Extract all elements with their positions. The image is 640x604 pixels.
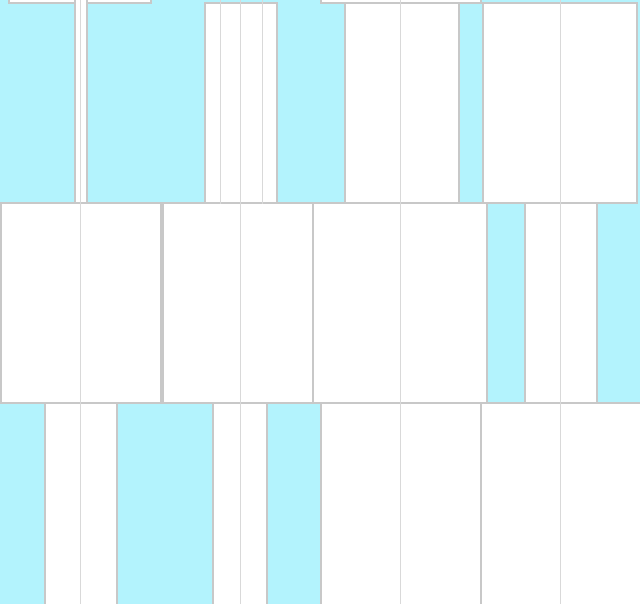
grid-line-2 <box>240 0 241 604</box>
tile-r3-a[interactable] <box>44 402 118 604</box>
tile-r1-c[interactable] <box>344 0 460 204</box>
tile-r1-b[interactable] <box>204 2 278 204</box>
grid-line-edge-b <box>262 0 263 204</box>
tile-r2-d[interactable] <box>524 202 598 404</box>
grid-line-1 <box>80 0 81 604</box>
grid-line-3 <box>400 0 401 604</box>
tile-r2-b[interactable] <box>162 202 314 404</box>
tile-r1-stub-a[interactable] <box>74 0 88 204</box>
grid-line-edge-a <box>220 0 221 204</box>
grid-line-4 <box>560 0 561 604</box>
tile-r2-a[interactable] <box>0 202 162 404</box>
tile-r1-top-stub[interactable] <box>320 0 482 4</box>
tile-r3-c[interactable] <box>320 402 482 604</box>
